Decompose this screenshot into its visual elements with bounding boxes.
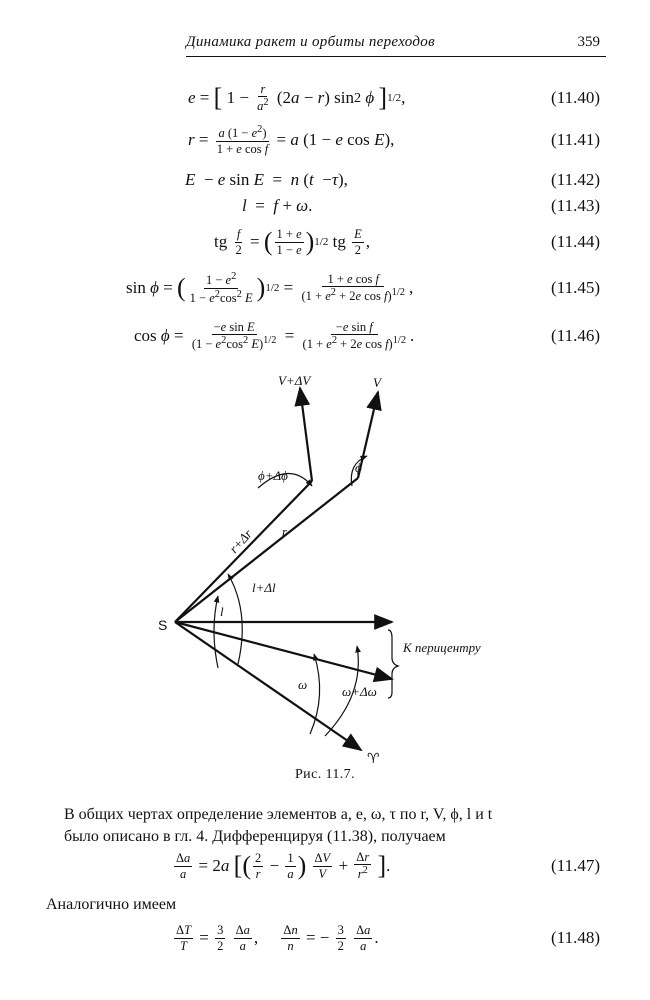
label-periapsis: К перицентру bbox=[403, 640, 481, 655]
radius-vector-r bbox=[175, 478, 358, 622]
equation-11-41 bbox=[60, 122, 600, 158]
equation-11-45 bbox=[60, 270, 600, 306]
equation-number: (11.43) bbox=[551, 196, 600, 215]
equation-11-44 bbox=[60, 224, 600, 260]
brace-periapsis bbox=[388, 630, 398, 698]
figure-caption: Рис. 11.7. bbox=[295, 767, 355, 782]
label-phi-dphi: ϕ+Δϕ bbox=[258, 468, 288, 483]
equation-number: (11.44) bbox=[551, 232, 600, 251]
arc-omega bbox=[310, 654, 320, 734]
paragraph-line: было описано в гл. 4. Дифференцируя (11.38), получаем bbox=[64, 828, 446, 845]
equation-11-43 bbox=[60, 188, 600, 224]
equation-body: l = f + ω . bbox=[242, 196, 313, 215]
equation-body: Δa a = 2 a [ ( 2 r − 1 a ) ΔV V + Δr $r^2$ ] . bbox=[176, 850, 391, 882]
equation-body: sin ϕ = ( $1 - e^2$ $1 - e^2\cos^2$ E ) 1/2 = 1 + e cos f ($1 + e^2 + 2e$ cos f)$^{1/2}$ , bbox=[126, 270, 414, 305]
equation-number: (11.41) bbox=[551, 130, 600, 149]
radius-vector-r-dr bbox=[175, 481, 312, 622]
equation-11-47 bbox=[60, 848, 600, 884]
label-omega: ω bbox=[298, 677, 308, 692]
equation-number: (11.46) bbox=[551, 326, 600, 345]
label-r-dr: r+Δr bbox=[226, 526, 255, 557]
equation-11-46 bbox=[60, 318, 600, 354]
label-l-dl: l+Δl bbox=[252, 580, 276, 595]
running-header bbox=[186, 34, 606, 57]
paragraph-line: Аналогично имеем bbox=[46, 896, 177, 913]
label-s: S bbox=[158, 617, 168, 633]
label-r: r bbox=[282, 524, 288, 539]
arc-l-dl bbox=[228, 574, 242, 664]
running-title: Динамика ракет и орбиты переходов bbox=[186, 34, 435, 50]
page-number: 359 bbox=[577, 34, 600, 50]
paragraph-line: В общих чертах определение элементов a, e, ω, τ по r, V, ϕ, l и t bbox=[64, 806, 493, 823]
label-v-dv: V+ΔV bbox=[278, 373, 311, 388]
label-phi: ϕ bbox=[355, 460, 362, 475]
figure-11-7 bbox=[120, 368, 540, 768]
equation-number: (11.42) bbox=[551, 170, 600, 189]
equation-body: cos ϕ = −e sin E ($1 - e^2\cos^2$ E)$^{1/2}$ = −e sin f ($1 + e^2 + 2e$ cos f)$^{1/2}$ . bbox=[134, 320, 415, 352]
label-l: l bbox=[220, 604, 224, 619]
equation-11-40 bbox=[60, 80, 600, 116]
equation-body: tg f 2 = ( 1 + e 1 − e ) 1/2 tg E 2 , bbox=[214, 227, 370, 257]
line-perigee-dir bbox=[175, 622, 392, 679]
label-v: V bbox=[373, 375, 381, 390]
equation-body: r = a $(1 - e^2)$ 1 + e cos f = a (1 − e cos E ), bbox=[188, 124, 395, 156]
equation-body: e = [ 1 − r $a^2$ (2 a − r ) sin 2 ϕ ] 1/2 , bbox=[188, 82, 406, 114]
velocity-vector-v-dv bbox=[300, 388, 312, 481]
label-omega-domega: ω+Δω bbox=[342, 684, 377, 699]
equation-number: (11.40) bbox=[551, 88, 600, 107]
line-aries bbox=[175, 622, 361, 750]
equation-body: ΔT T = 3 2 Δa a , Δn n = − 3 2 Δa a . bbox=[176, 923, 379, 953]
equation-number: (11.48) bbox=[551, 928, 600, 947]
equation-11-48 bbox=[60, 920, 600, 956]
equation-number: (11.47) bbox=[551, 856, 600, 875]
label-aries: ♈ bbox=[367, 751, 380, 767]
equation-number: (11.45) bbox=[551, 278, 600, 297]
equation-body: E − e sin E = n ( t − τ ), bbox=[185, 170, 348, 189]
